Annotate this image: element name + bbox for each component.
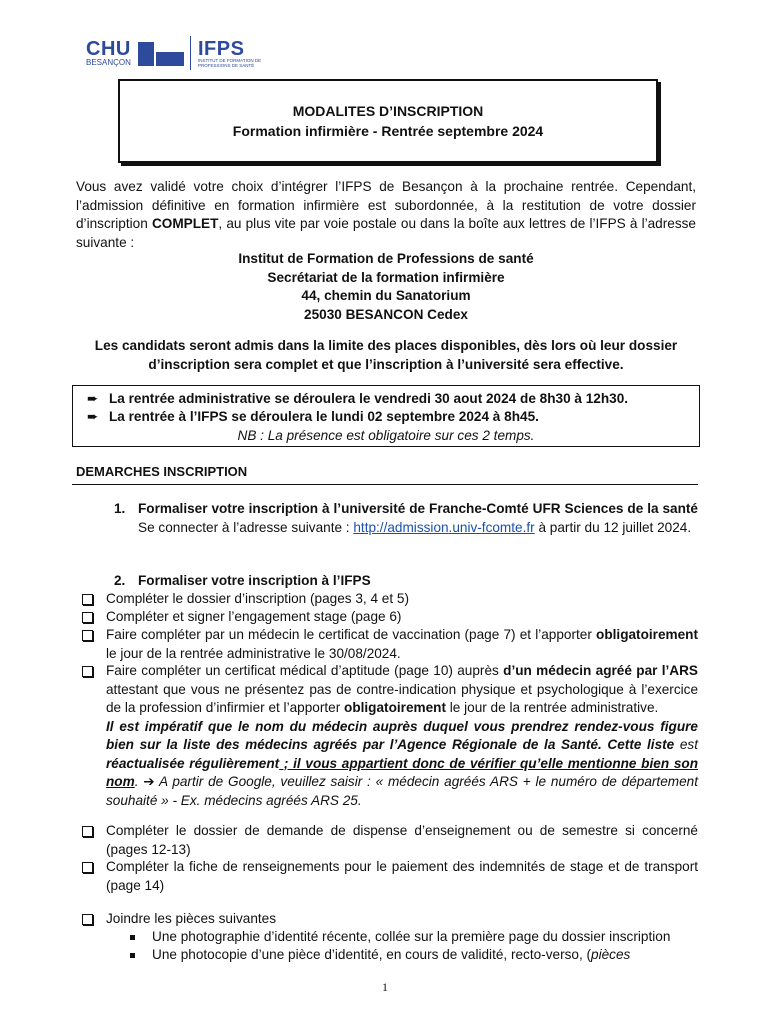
date-line-ifps — [87, 409, 539, 425]
checklist-item — [82, 822, 698, 859]
date-text: La rentrée administrative se déroulera le vendredi 30 aout 2024 de 8h30 à 12h30. — [109, 391, 629, 406]
checklist-item — [82, 626, 698, 663]
date-line-administrative — [87, 391, 628, 407]
warning-bold-italic: Il est impératif que le nom du médecin auprès duquel vous prendrez rendez-vous figure bien sur la liste des médecins agréés par l’Agence Régionale de la Santé. Cette liste — [106, 718, 698, 752]
checklist-text — [106, 662, 698, 718]
intro-bold: COMPLET — [151, 216, 219, 231]
address-block — [76, 250, 696, 324]
checkbox-icon — [82, 630, 93, 641]
chu-logo-shape — [138, 42, 154, 66]
checklist-text: Compléter et signer l’engagement stage (page 6) — [106, 609, 402, 624]
checklist-text: Compléter le dossier d’inscription (pages 3, 4 et 5) — [106, 591, 409, 606]
checklist-item — [82, 858, 698, 895]
address-line: Institut de Formation de Professions de santé — [238, 251, 534, 266]
text: le jour de la rentrée administrative le 30/08/2024. — [106, 645, 401, 661]
step-number: 2. — [114, 573, 126, 588]
attachment-item — [130, 946, 698, 965]
address-line: 44, chemin du Sanatorium — [301, 288, 471, 303]
document-subtitle: Formation infirmière - Rentrée septembre 2024 — [232, 123, 544, 139]
bullet-icon — [130, 953, 135, 958]
title-box — [118, 79, 658, 163]
checkbox-icon — [82, 826, 93, 837]
step-1-text: à partir du 12 juillet 2024. — [534, 519, 692, 535]
step-number: 1. — [114, 501, 126, 516]
admission-link[interactable]: http://admission.univ-fcomte.fr — [353, 519, 535, 535]
arrow-icon: ➨ — [87, 391, 99, 406]
warning-italic: . ➔ A partir de Google, veuillez saisir : « médecin agréés ARS + le numéro de département souhaité » - Ex. médecins agréés ARS 25. — [106, 774, 698, 808]
intro-text: Vous avez validé votre choix d’intégrer l’IFPS de Besançon à la prochaine rentrée. Cependant, l’admission définitive en formation infirmière est subordonnée, à la restitution de votre dossier d’inscription — [76, 179, 696, 231]
step-2 — [114, 572, 698, 591]
text: le jour de la rentrée administrative. — [445, 700, 659, 715]
checklist-item — [82, 590, 698, 609]
text: attestant que vous ne présentez pas de contre-indication physique et psychologique à l’exercice de la profession d’infirmier et l’apporter — [106, 681, 698, 715]
intro-paragraph — [76, 178, 696, 252]
text-bold: d’un médecin agréé par l’ARS — [503, 663, 699, 678]
ifps-logo — [198, 38, 278, 68]
nb-note: NB : La présence est obligatoire sur ces 2 temps. — [237, 428, 535, 443]
chu-logo-text: CHU — [86, 38, 131, 60]
text: Faire compléter par un médecin le certificat de vaccination (page 7) et l’apporter — [106, 627, 597, 642]
ars-warning — [106, 718, 698, 811]
checklist-item — [82, 662, 698, 810]
warning-underlined: ; il vous appartient donc de vérifier qu’elle mentionne bien son nom — [106, 755, 698, 789]
address-line: 25030 BESANCON Cedex — [304, 306, 468, 322]
text-italic: pièces — [591, 947, 631, 962]
step-1 — [114, 500, 698, 537]
text: Une photocopie d’une pièce d’identité, en cours de validité, recto-verso, ( — [152, 947, 592, 962]
attachment-text — [152, 946, 698, 965]
chu-logo-shape — [156, 52, 184, 66]
page-number: 1 — [382, 980, 388, 994]
chu-logo-subtext: BESANÇON — [86, 58, 131, 67]
text-bold: obligatoirement — [596, 627, 698, 642]
checkbox-icon — [82, 914, 93, 925]
document-title: MODALITES D’INSCRIPTION — [292, 103, 484, 119]
dates-box — [72, 385, 700, 447]
warning-bold-italic: réactualisée régulièrement — [106, 755, 280, 771]
admission-notice: Les candidats seront admis dans la limite des places disponibles, dès lors où leur dossier d’inscription sera complet et que l’inscription à l’université sera effective. — [94, 338, 678, 372]
checkbox-icon — [82, 612, 93, 623]
ifps-logo-text: IFPS — [198, 38, 245, 60]
logo-separator — [190, 36, 191, 70]
ifps-logo-subtext: INSTITUT DE FORMATION DE PROFESSIONS DE SANTÉ — [198, 58, 262, 68]
attachment-item — [130, 928, 698, 947]
step-1-text: Se connecter à l’adresse suivante : — [138, 519, 354, 535]
intro-text: , au plus vite par voie postale ou dans la boîte aux lettres de l’IFPS à l’adresse suivante : — [76, 216, 696, 250]
warning-italic: est — [674, 737, 698, 752]
checklist-item — [82, 910, 698, 929]
section-heading: DEMARCHES INSCRIPTION — [76, 464, 248, 479]
text-bold: obligatoirement — [344, 700, 446, 715]
checkbox-icon — [82, 594, 93, 605]
arrow-icon: ➨ — [87, 409, 99, 424]
checklist-text — [106, 626, 698, 663]
text: Faire compléter un certificat médical d’aptitude (page 10) auprès — [106, 663, 504, 678]
bullet-icon — [130, 935, 135, 940]
checklist-text: Compléter la fiche de renseignements pour le paiement des indemnités de stage et de transport (page 14) — [106, 859, 698, 893]
step-2-title: Formaliser votre inscription à l’IFPS — [138, 573, 371, 588]
section-divider — [72, 484, 698, 485]
address-line: Secrétariat de la formation infirmière — [267, 269, 505, 285]
date-text: La rentrée à l’IFPS se déroulera le lundi 02 septembre 2024 à 8h45. — [109, 409, 539, 424]
step-1-title: Formaliser votre inscription à l’université de Franche-Comté UFR Sciences de la santé — [138, 501, 698, 516]
chu-logo — [86, 38, 186, 68]
attachment-text: Une photographie d’identité récente, collée sur la première page du dossier inscription — [152, 929, 671, 944]
checklist-text: Compléter le dossier de demande de dispense d’enseignement ou de semestre si concerné (pages 12-13) — [106, 823, 698, 857]
checkbox-icon — [82, 862, 93, 873]
checklist-item — [82, 608, 698, 627]
checklist-text: Joindre les pièces suivantes — [106, 911, 277, 926]
checkbox-icon — [82, 666, 93, 677]
